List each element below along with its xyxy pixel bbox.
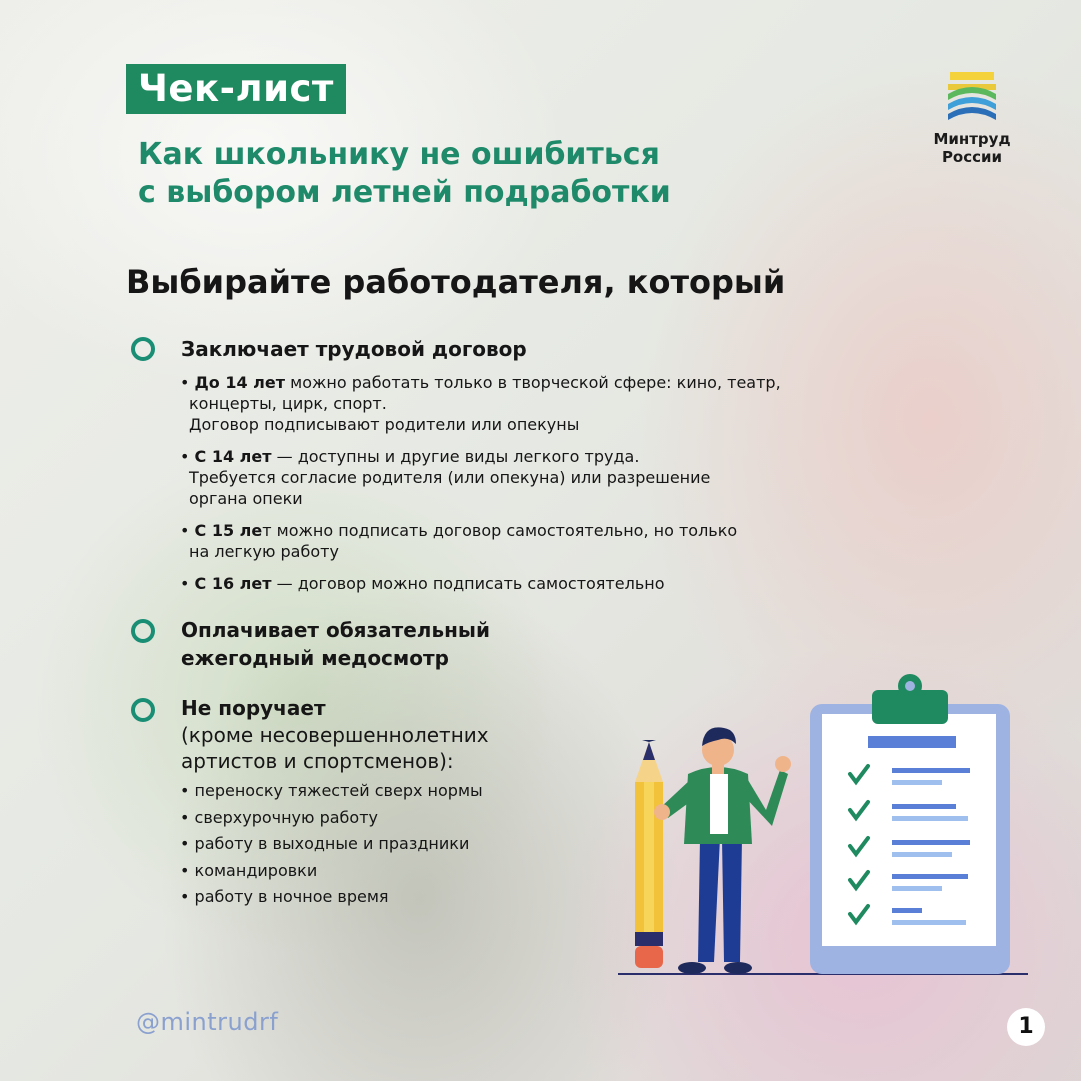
mintrud-emblem-icon bbox=[944, 66, 1000, 126]
social-handle: @mintrudrf bbox=[136, 1008, 279, 1036]
item-3-note-line-2: артистов и спортсменов): bbox=[181, 749, 454, 773]
bullet-text: т можно подписать договор самостоятельно, но только bbox=[262, 521, 738, 540]
list-item-text: переноску тяжестей сверх нормы bbox=[194, 781, 483, 800]
item-2-title-line-1: Оплачивает обязательный bbox=[181, 618, 491, 642]
checkbox-circle-icon bbox=[131, 698, 155, 722]
subtitle-line-1: Как школьнику не ошибиться bbox=[138, 137, 660, 172]
logo-text-line-1: Минтруд bbox=[933, 130, 1011, 148]
bullet-bold: До 14 лет bbox=[194, 373, 286, 392]
person-checklist-illustration bbox=[610, 670, 1040, 990]
mintrud-logo bbox=[922, 66, 1022, 166]
list-item-text: командировки bbox=[194, 860, 318, 880]
list-item-text: работу в ночное время bbox=[194, 887, 389, 907]
list-item: • командировки bbox=[180, 860, 318, 880]
item-2-title-line-2: ежегодный медосмотр bbox=[181, 646, 449, 670]
bullet-line: • С 15 лет можно подписать договор самостоятельно, но только bbox=[180, 521, 738, 540]
bullet-text: можно работать только в творческой сфере: кино, театр, bbox=[285, 373, 781, 392]
bullet-line: • С 14 лет — доступны и другие виды легкого труда. bbox=[180, 447, 640, 466]
bullet-line: органа опеки bbox=[189, 489, 303, 508]
item-3-note-line-1: (кроме несовершеннолетних bbox=[181, 723, 489, 747]
item-1-title: Заключает трудовой договор bbox=[181, 337, 527, 361]
bullet-bold: С 15 ле bbox=[194, 521, 263, 540]
bullet-line: Договор подписывают родители или опекуны bbox=[189, 415, 580, 434]
section-heading: Выбирайте работодателя, который bbox=[126, 263, 786, 301]
bullet-line: Требуется согласие родителя (или опекуна) или разрешение bbox=[189, 468, 711, 487]
bullet-bold: С 14 лет bbox=[194, 447, 272, 466]
checklist-badge: Чек-лист bbox=[126, 64, 346, 114]
page-number-badge: 1 bbox=[1007, 1008, 1045, 1046]
list-item-text: работу в выходные и праздники bbox=[194, 834, 470, 854]
list-item: • работу в ночное время bbox=[180, 887, 389, 907]
logo-text bbox=[922, 130, 1022, 166]
item-2-title bbox=[181, 616, 490, 672]
item-1-bullet-2 bbox=[180, 446, 710, 509]
list-item: • работу в выходные и праздники bbox=[180, 834, 470, 854]
item-3-title: Не поручает bbox=[181, 696, 326, 720]
checkbox-circle-icon bbox=[131, 337, 155, 361]
subtitle-line-2: с выбором летней подработки bbox=[138, 175, 671, 210]
page-subtitle bbox=[138, 136, 778, 212]
bullet-line: концерты, цирк, спорт. bbox=[189, 394, 387, 413]
bullet-line: • До 14 лет можно работать только в творческой сфере: кино, театр, bbox=[180, 373, 781, 392]
item-1-bullet-4 bbox=[180, 573, 665, 594]
bullet-line: на легкую работу bbox=[189, 542, 339, 561]
item-1-bullet-1 bbox=[180, 372, 781, 435]
item-1-bullet-3 bbox=[180, 520, 737, 562]
checkbox-circle-icon bbox=[131, 619, 155, 643]
bullet-text: — доступны и другие виды легкого труда. bbox=[271, 447, 640, 466]
bullet-bold: С 16 лет bbox=[194, 574, 272, 593]
item-3-bullets bbox=[180, 778, 483, 911]
list-item: • сверхурочную работу bbox=[180, 807, 378, 827]
bullet-line: • С 16 лет — договор можно подписать самостоятельно bbox=[180, 574, 665, 593]
list-item: • переноску тяжестей сверх нормы bbox=[180, 781, 483, 800]
list-item-text: сверхурочную работу bbox=[194, 807, 378, 827]
item-3-note bbox=[181, 722, 489, 774]
bullet-text: — договор можно подписать самостоятельно bbox=[271, 574, 665, 593]
logo-text-line-2: России bbox=[941, 148, 1003, 166]
